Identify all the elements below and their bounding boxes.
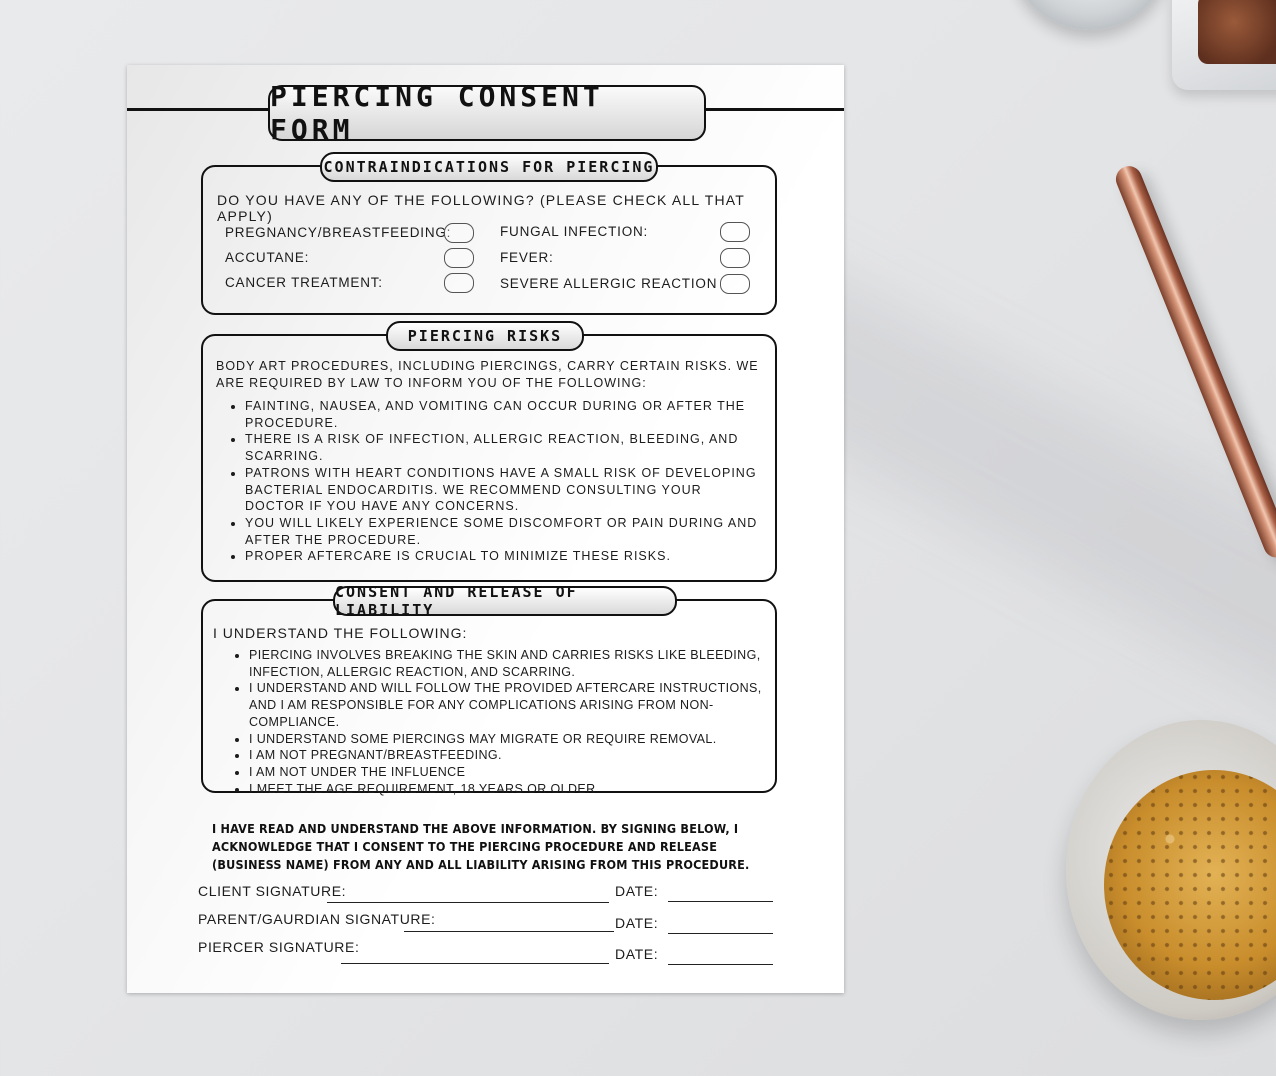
option-label: CANCER TREATMENT: (225, 275, 383, 290)
piercer-date-line[interactable] (668, 964, 773, 965)
title-banner (268, 80, 706, 146)
contraindications-heading: CONTRAINDICATIONS FOR PIERCING (320, 152, 658, 182)
risks-list (227, 398, 765, 565)
client-signature-label: CLIENT SIGNATURE: (198, 883, 347, 899)
consent-form-paper (127, 65, 844, 993)
piercer-signature-label: PIERCER SIGNATURE: (198, 939, 360, 955)
parent-signature-label: PARENT/GAURDIAN SIGNATURE: (198, 911, 436, 927)
title-rule-left (127, 108, 272, 111)
risks-intro: BODY ART PROCEDURES, INCLUDING PIERCINGS, CARRY CERTAIN RISKS. WE ARE REQUIRED BY LAW TO INFORM YOU OF THE FOLLOWING: (216, 359, 759, 390)
consent-list (231, 647, 769, 797)
list-item: • PROPER AFTERCARE IS CRUCIAL TO MINIMIZE THESE RISKS. (245, 548, 765, 565)
list-item: • YOU WILL LIKELY EXPERIENCE SOME DISCOMFORT OR PAIN DURING AND AFTER THE PROCEDURE. (245, 515, 765, 548)
contraindications-question: DO YOU HAVE ANY OF THE FOLLOWING? (PLEASE CHECK ALL THAT APPLY) (217, 192, 745, 224)
parent-date-line[interactable] (668, 933, 773, 934)
piercer-date-label: DATE: (615, 946, 659, 962)
list-item: • THERE IS A RISK OF INFECTION, ALLERGIC REACTION, BLEEDING, AND SCARRING. (245, 431, 765, 464)
consent-intro: I UNDERSTAND THE FOLLOWING: (213, 625, 468, 641)
fungal-infection-checkbox[interactable] (720, 222, 750, 242)
list-item: • I MEET THE AGE REQUIREMENT, 18 YEARS OR OLDER (249, 781, 769, 798)
jar-contents-image (1198, 0, 1276, 64)
contraindications-section (201, 158, 777, 315)
client-date-line[interactable] (668, 901, 773, 902)
pregnancy-checkbox[interactable] (444, 223, 474, 243)
list-item: • PATRONS WITH HEART CONDITIONS HAVE A SMALL RISK OF DEVELOPING BACTERIAL ENDOCARDITIS. WE RECOMMEND CONSULTING YOUR DOCTOR IF YOU HAVE ANY CONCERNS. (245, 465, 765, 515)
piercing-risks-heading: PIERCING RISKS (386, 321, 584, 351)
allergic-reaction-checkbox[interactable] (720, 274, 750, 294)
consent-section (201, 583, 777, 796)
client-signature-line[interactable] (327, 902, 609, 903)
option-label: FEVER: (500, 250, 554, 265)
list-item: • I AM NOT PREGNANT/BREASTFEEDING. (249, 747, 769, 764)
consent-heading: CONSENT AND RELEASE OF LIABILITY (333, 586, 677, 616)
jar-lid-image (1010, 0, 1170, 30)
title-rule-right (701, 108, 844, 111)
form-title: PIERCING CONSENT FORM (270, 80, 604, 146)
list-item: • FAINTING, NAUSEA, AND VOMITING CAN OCCUR DURING OR AFTER THE PROCEDURE. (245, 398, 765, 431)
option-label: ACCUTANE: (225, 250, 310, 265)
list-item: • I UNDERSTAND SOME PIERCINGS MAY MIGRATE OR REQUIRE REMOVAL. (249, 731, 769, 748)
acknowledgement-text: I HAVE READ AND UNDERSTAND THE ABOVE INFORMATION. BY SIGNING BELOW, I ACKNOWLEDGE THAT I CONSENT TO THE PIERCING PROCEDURE AND RELEASE (BUSINESS NAME) FROM ANY AND ALL LIABILITY ARISING FROM THIS PROCEDURE. (212, 820, 750, 872)
cancer-treatment-checkbox[interactable] (444, 273, 474, 293)
client-date-label: DATE: (615, 883, 659, 899)
option-label: SEVERE ALLERGIC REACTION (500, 276, 718, 291)
option-label: FUNGAL INFECTION: (500, 224, 649, 239)
list-item: • I UNDERSTAND AND WILL FOLLOW THE PROVIDED AFTERCARE INSTRUCTIONS, AND I AM RESPONSIBLE FOR ANY COMPLICATIONS ARISING FROM NON-COMPLIANCE. (249, 680, 769, 730)
list-item: • PIERCING INVOLVES BREAKING THE SKIN AND CARRIES RISKS LIKE BLEEDING, INFECTION, ALLERGIC REACTION, AND SCARRING. (249, 647, 769, 680)
piercing-risks-section (201, 327, 777, 582)
list-item: • I AM NOT UNDER THE INFLUENCE (249, 764, 769, 781)
piercer-signature-line[interactable] (341, 963, 609, 964)
parent-date-label: DATE: (615, 915, 659, 931)
fever-checkbox[interactable] (720, 248, 750, 268)
option-label: PREGNANCY/BREASTFEEDING: (225, 225, 452, 240)
parent-signature-line[interactable] (404, 931, 614, 932)
accutane-checkbox[interactable] (444, 248, 474, 268)
